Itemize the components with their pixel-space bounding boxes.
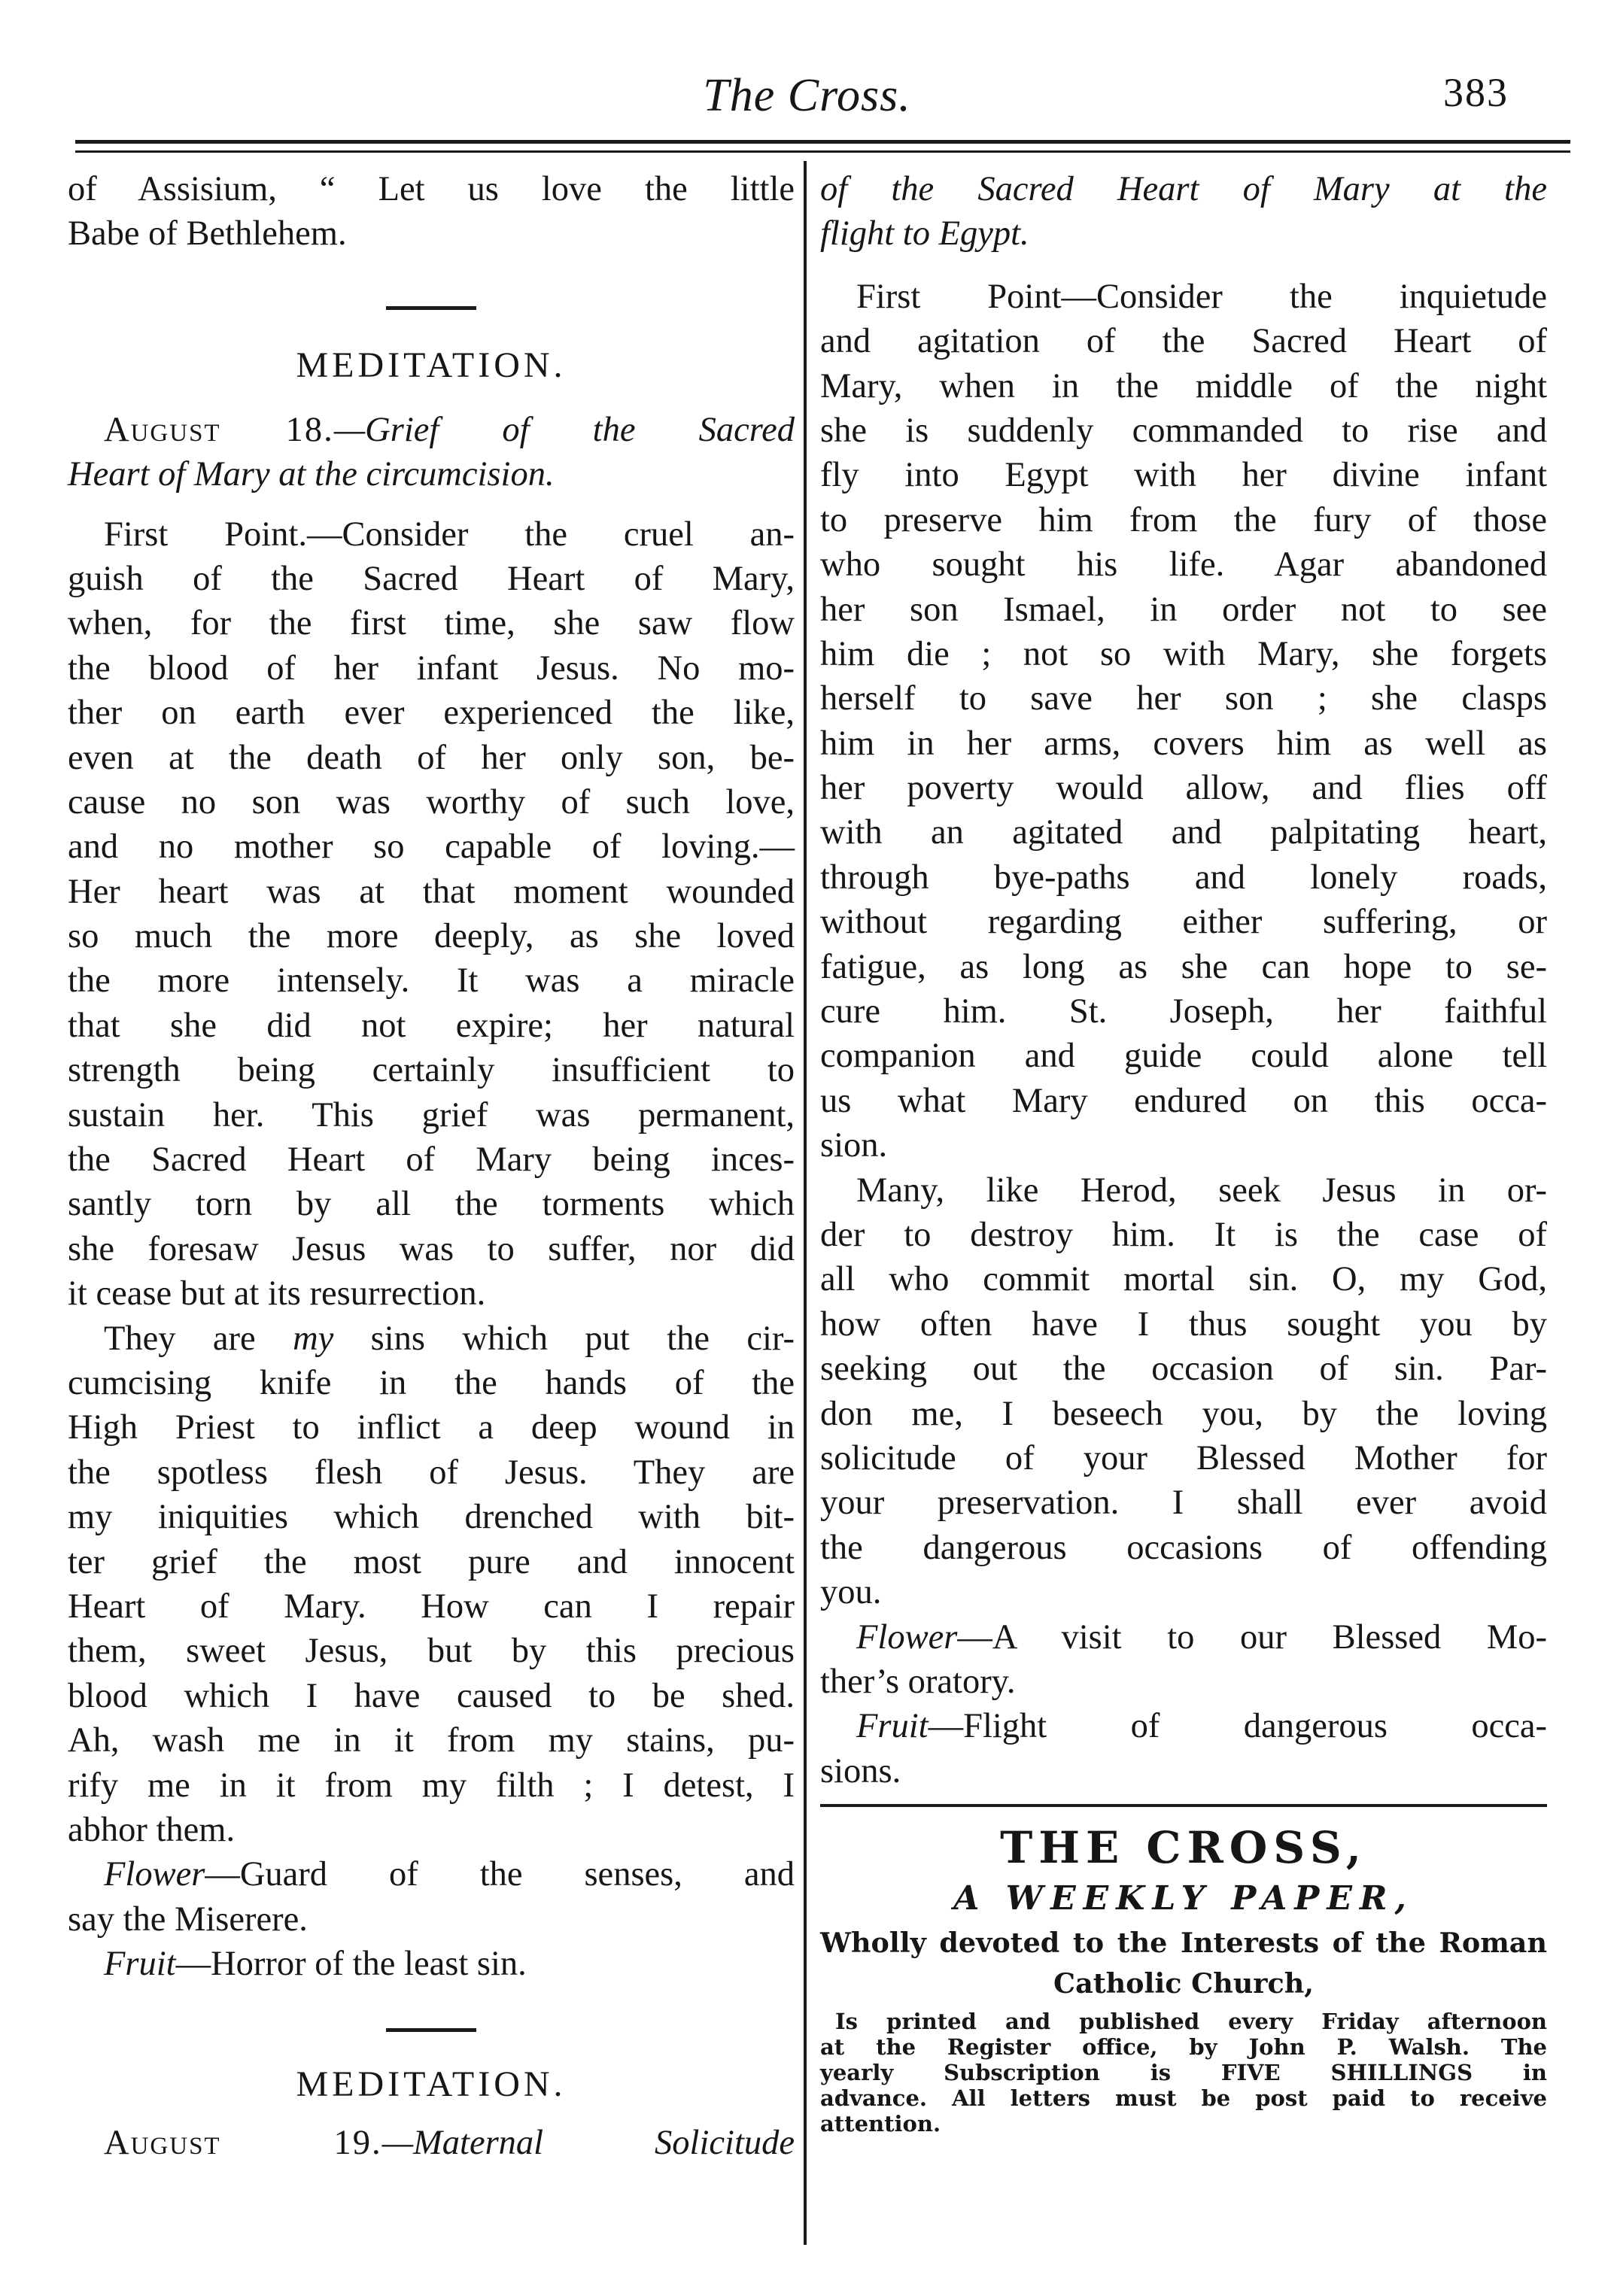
text-line: abhor them. <box>68 1810 236 1849</box>
fruit-paragraph <box>68 1942 795 1986</box>
fruit-paragraph <box>820 1704 1547 1793</box>
right-column <box>820 167 1547 2137</box>
advertisement-detail: Is printed and published every Friday afternoon <box>835 2009 1547 2035</box>
subject-line: flight to Egypt. <box>820 214 1029 254</box>
text-line: fatigue, as long as she can hope to se- <box>820 947 1547 986</box>
text-line: and agitation of the Sacred Heart of <box>820 322 1547 361</box>
text-line: Mary, when in the middle of the night <box>820 366 1547 405</box>
text-line: rify me in it from my filth ; I detest, I <box>68 1766 795 1805</box>
text-fragment: They are <box>104 1319 293 1358</box>
text-line: herself to save her son ; she clasps <box>820 679 1547 718</box>
meditation-heading: MEDITATION. <box>296 345 567 385</box>
text-line: say the Miserere. <box>68 1900 308 1939</box>
text-line: the Sacred Heart of Mary being inces- <box>68 1140 795 1180</box>
first-point-paragraph <box>68 512 795 1317</box>
advertisement-line: Wholly devoted to the Interests of the Roman <box>820 1927 1547 1960</box>
advertisement-detail: yearly Subscription is FIVE SHILLINGS in <box>820 2060 1547 2086</box>
text-line: through bye-paths and lonely roads, <box>820 858 1547 897</box>
flower-paragraph <box>820 1615 1547 1705</box>
text-line: she foresaw Jesus was to suffer, nor did <box>68 1229 795 1268</box>
text-line: sustain her. This grief was permanent, <box>68 1095 795 1134</box>
meditation-subject <box>820 167 1547 257</box>
text-line: First Point—Consider the inquietude <box>856 277 1547 316</box>
flower-text: —A visit to our Blessed Mo- <box>957 1617 1547 1657</box>
text-line: how often have I thus sought you by <box>820 1304 1547 1344</box>
running-header <box>75 69 1539 129</box>
text-line: First Point.—Consider the cruel an- <box>104 515 795 554</box>
subject-line <box>68 408 795 452</box>
text-line: her son Ismael, in order not to see <box>820 590 1547 629</box>
emphasis-text: my <box>293 1319 334 1358</box>
text-line: all who commit mortal sin. O, my God, <box>820 1260 1547 1299</box>
left-column <box>68 167 795 2166</box>
text-line: Ah, wash me in it from my stains, pu- <box>68 1721 795 1760</box>
text-line: my iniquities which drenched with bit- <box>68 1498 795 1537</box>
advertisement-subtitle: A WEEKLY PAPER, <box>953 1879 1414 1918</box>
text-line <box>68 1942 795 1986</box>
flower-paragraph <box>68 1852 795 1942</box>
text-line: der to destroy him. It is the case of <box>820 1215 1547 1254</box>
text-line: High Priest to inflict a deep wound in <box>68 1408 795 1447</box>
text-line: santly torn by all the torments which <box>68 1185 795 1224</box>
text-line: Heart of Mary. How can I repair <box>68 1587 795 1626</box>
header-rule-thick <box>75 140 1570 144</box>
text-line: them, sweet Jesus, but by this precious <box>68 1632 795 1671</box>
advertisement-detail: at the Register office, by John P. Walsh. The <box>820 2034 1547 2061</box>
text-line <box>68 1317 795 1361</box>
text-fragment: sins which put the cir- <box>333 1319 795 1358</box>
text-line: cumcising knife in the hands of the <box>68 1363 795 1402</box>
opening-paragraph <box>68 167 795 257</box>
advertisement-detail: attention. <box>820 2111 941 2137</box>
flower-label: Flower <box>856 1617 958 1657</box>
meditation-heading: MEDITATION. <box>296 2064 567 2105</box>
text-line: it cease but at its resurrection. <box>68 1274 486 1314</box>
text-line: us what Mary endured on this occa- <box>820 1081 1547 1120</box>
text-line: without regarding either suffering, or <box>820 903 1547 942</box>
text-line: blood which I have caused to be shed. <box>68 1676 795 1715</box>
text-line: companion and guide could alone tell <box>820 1037 1547 1076</box>
fruit-text: —Flight of dangerous occa- <box>928 1707 1547 1746</box>
header-rule-thin <box>75 150 1570 153</box>
text-line: Babe of Bethlehem. <box>68 214 347 254</box>
meditation-subject <box>68 2121 795 2165</box>
text-line: even at the death of her only son, be- <box>68 738 795 777</box>
text-line: the spotless flesh of Jesus. They are <box>68 1453 795 1492</box>
text-line: that she did not expire; her natural <box>68 1006 795 1045</box>
advertisement-line: Catholic Church, <box>1053 1967 1314 2000</box>
meditation-date: August 19. <box>104 2124 382 2163</box>
advertisement <box>820 1821 1547 2137</box>
advertisement-title: THE CROSS, <box>1000 1822 1367 1874</box>
text-line: fly into Egypt with her divine infant <box>820 456 1547 495</box>
column-divider <box>804 161 807 2245</box>
text-line: ther on earth ever experienced the like, <box>68 694 795 733</box>
text-line: ther’s oratory. <box>820 1662 1016 1701</box>
text-line: him die ; not so with Mary, she forgets <box>820 634 1547 673</box>
text-line: when, for the first time, she saw flow <box>68 604 795 643</box>
text-line: so much the more deeply, as she loved <box>68 917 795 956</box>
subject-text: —Grief of the Sacred <box>333 410 795 449</box>
text-line <box>820 1615 1547 1660</box>
text-line: and no mother so capable of loving.— <box>68 828 795 867</box>
fruit-text: —Horror of the least sin. <box>175 1945 527 1984</box>
advertisement-rule <box>820 1804 1547 1807</box>
text-line <box>820 1704 1547 1748</box>
advertisement-detail: advance. All letters must be post paid to receive <box>820 2085 1547 2112</box>
text-line: with an agitated and palpitating heart, <box>820 813 1547 852</box>
text-line: sions. <box>820 1751 901 1790</box>
subject-line <box>68 2121 795 2165</box>
text-line: guish of the Sacred Heart of Mary, <box>68 559 795 598</box>
first-point-paragraph <box>820 275 1547 1168</box>
text-line: cause no son was worthy of such love, <box>68 782 795 822</box>
fruit-label: Fruit <box>856 1707 929 1746</box>
fruit-label: Fruit <box>104 1945 176 1984</box>
text-line: you. <box>820 1573 882 1612</box>
text-line: to preserve him from the fury of those <box>820 500 1547 539</box>
text-line: sion. <box>820 1126 888 1165</box>
text-line: don me, I beseech you, by the loving <box>820 1394 1547 1433</box>
page-number: 383 <box>1443 70 1509 115</box>
text-line: Many, like Herod, seek Jesus in or- <box>856 1171 1547 1210</box>
text-line: seeking out the occasion of sin. Par- <box>820 1350 1547 1389</box>
subject-text: —Maternal Solicitude <box>381 2124 795 2163</box>
text-line: of Assisium, “ Let us love the little <box>68 170 795 208</box>
subject-line: Heart of Mary at the circumcision. <box>68 455 555 494</box>
meditation-subject <box>68 408 795 497</box>
text-line: the more intensely. It was a miracle <box>68 961 795 1001</box>
text-line: strength being certainly insufficient to <box>68 1051 795 1090</box>
text-line: she is suddenly commanded to rise and <box>820 411 1547 450</box>
text-line: the dangerous occasions of offending <box>820 1528 1547 1567</box>
text-line: her poverty would allow, and flies off <box>820 769 1547 808</box>
subject-line: of the Sacred Heart of Mary at the <box>820 170 1547 208</box>
text-line: your preservation. I shall ever avoid <box>820 1484 1547 1523</box>
flower-label: Flower <box>104 1855 205 1894</box>
running-title: The Cross. <box>703 70 911 121</box>
flower-text: —Guard of the senses, and <box>205 1855 795 1894</box>
text-line: ter grief the most pure and innocent <box>68 1542 795 1581</box>
meditation-date: August 18. <box>104 410 334 449</box>
sins-paragraph <box>68 1317 795 1853</box>
herod-paragraph <box>820 1168 1547 1615</box>
text-line <box>68 1852 795 1897</box>
text-line: him in her arms, covers him as well as <box>820 724 1547 763</box>
text-line: who sought his life. Agar abandoned <box>820 545 1547 585</box>
text-line: Her heart was at that moment wounded <box>68 872 795 911</box>
text-line: cure him. St. Joseph, her faithful <box>820 992 1547 1031</box>
text-line: solicitude of your Blessed Mother for <box>820 1438 1547 1478</box>
text-line: the blood of her infant Jesus. No mo- <box>68 648 795 688</box>
